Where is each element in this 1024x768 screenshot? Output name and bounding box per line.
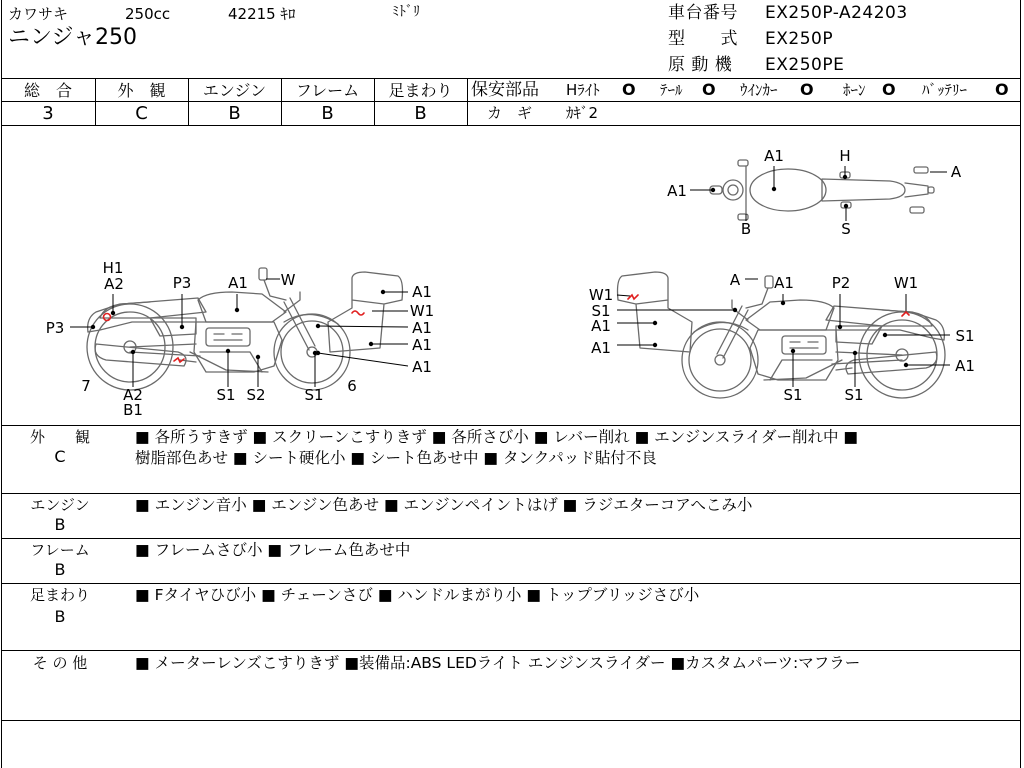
grade-suspension <box>374 79 467 125</box>
grade-exterior-label: 外 観 <box>117 81 166 100</box>
comment-line: ■ Fタイヤひび小 ■ チェーンさび ■ ハンドルまがり小 ■ トップブリッジさび小 <box>135 586 700 604</box>
model-type: EX250P <box>765 29 834 49</box>
top-view-motorcycle-drawing <box>710 160 934 220</box>
grade-engine-value: B <box>228 103 241 124</box>
grade-total-value: 3 <box>42 103 54 124</box>
damage-diagram <box>0 126 1020 424</box>
left-view-motorcycle-drawing <box>87 268 350 390</box>
key-count: ｶｷﾞ2 <box>566 104 599 122</box>
safety-mark-horn: O <box>882 80 896 99</box>
safety-mark-taillight: O <box>702 80 716 99</box>
damage-label: S1 <box>783 386 803 404</box>
comment-line: ■ フレームさび小 ■ フレーム色あせ中 <box>135 541 411 559</box>
damage-label: A1 <box>412 358 432 376</box>
damage-label: A <box>950 163 962 181</box>
safety-item-turn-signal: ｳｲﾝｶｰ <box>740 81 778 99</box>
damage-label: W1 <box>893 274 919 292</box>
grade-exterior <box>95 79 188 125</box>
safety-mark-headlight: O <box>622 80 636 99</box>
right-view-cowl-drawing <box>618 272 693 352</box>
damage-label: A <box>729 271 741 289</box>
divider-line <box>1 650 1021 651</box>
comment-section-engine-label: エンジン <box>30 496 90 514</box>
comment-section-frame-label: フレーム <box>30 541 90 559</box>
displacement: 250cc <box>125 5 171 23</box>
damage-label: A1 <box>412 336 432 354</box>
comment-section-exterior-grade: C <box>54 447 66 466</box>
damage-label: A2 <box>123 386 143 404</box>
divider-line <box>1 493 1021 494</box>
damage-label: A1 <box>764 147 784 165</box>
comment-section-exterior-label: 外 観 <box>29 428 90 446</box>
comment-line: 樹脂部色あせ ■ シート硬化小 ■ シート色あせ中 ■ タンクパッド貼付不良 <box>135 449 657 467</box>
damage-label: A1 <box>667 182 687 200</box>
damage-label: S1 <box>844 386 864 404</box>
damage-label: S1 <box>304 386 324 404</box>
grade-engine <box>188 79 281 125</box>
maker-name: カワサキ <box>8 5 69 23</box>
comment-section-suspension-label: 足まわり <box>29 586 90 604</box>
divider-line <box>1 425 1021 426</box>
comment-line: ■ エンジン音小 ■ エンジン色あせ ■ エンジンペイントはげ ■ ラジエターコアへこみ小 <box>135 496 753 514</box>
grade-frame-value: B <box>321 103 334 124</box>
safety-item-taillight: ﾃｰﾙ <box>660 81 683 99</box>
damage-label: P3 <box>172 274 192 292</box>
safety-item-headlight: Hﾗｲﾄ <box>566 81 600 99</box>
grade-column-divider <box>281 78 282 125</box>
grade-frame <box>281 79 374 125</box>
damage-label: A1 <box>228 274 248 292</box>
safety-mark-turn-signal: O <box>800 80 814 99</box>
damage-label: H <box>839 147 851 165</box>
damage-label: A1 <box>774 274 794 292</box>
damage-label: A1 <box>591 317 611 335</box>
damage-label: A1 <box>412 319 432 337</box>
divider-line <box>1 583 1021 584</box>
chassis-number: EX250P-A24203 <box>765 3 908 23</box>
grade-engine-label: エンジン <box>202 81 267 100</box>
divider-line <box>1 538 1021 539</box>
grade-column-divider <box>188 78 189 125</box>
left-view-cowl-drawing <box>328 272 403 352</box>
damage-label: A2 <box>104 275 124 293</box>
grade-frame-label: フレーム <box>295 81 360 100</box>
damage-label: S2 <box>246 386 266 404</box>
damage-label: P2 <box>831 274 851 292</box>
damage-label: 6 <box>347 377 357 395</box>
mileage: 42215 ｷﾛ <box>228 5 296 23</box>
safety-item-battery: ﾊﾞｯﾃﾘｰ <box>922 81 968 99</box>
comment-section-frame-grade: B <box>54 560 66 579</box>
model-type-label: 型 式 <box>668 29 738 49</box>
engine-model-label: 原 動 機 <box>668 55 733 75</box>
comment-line: ■ メーターレンズこすりきず ■装備品:ABS LEDライト エンジンスライダー ■カスタムパーツ:マフラー <box>135 654 861 672</box>
damage-label: W <box>280 271 296 289</box>
damage-label: W1 <box>409 302 435 320</box>
chassis-number-label: 車台番号 <box>668 3 738 23</box>
safety-parts-label: 保安部品 <box>471 80 539 100</box>
damage-label: S1 <box>591 302 611 320</box>
key-label: カ ギ <box>487 104 533 122</box>
safety-item-horn: ﾎｰﾝ <box>843 81 866 99</box>
damage-label: B1 <box>123 401 143 419</box>
damage-label: S1 <box>955 327 975 345</box>
body-color: ﾐﾄﾞﾘ <box>392 4 420 20</box>
damage-label: H1 <box>102 259 124 277</box>
damage-label: A1 <box>591 339 611 357</box>
damage-label: 7 <box>81 377 91 395</box>
grade-column-divider <box>374 78 375 125</box>
damage-label: W1 <box>588 286 614 304</box>
grade-suspension-value: B <box>414 103 427 124</box>
damage-label: B <box>740 220 752 238</box>
damage-label: S <box>841 220 851 238</box>
comment-line: ■ 各所うすきず ■ スクリーンこすりきず ■ 各所さび小 ■ レバー削れ ■ エンジンスライダー削れ中 ■ <box>135 428 859 446</box>
grade-exterior-value: C <box>135 103 148 124</box>
damage-label: S1 <box>216 386 236 404</box>
engine-model: EX250PE <box>765 55 845 75</box>
grade-total-label: 総 合 <box>23 81 72 100</box>
model-name: ニンジャ250 <box>8 25 138 50</box>
grade-column-divider <box>95 78 96 125</box>
grade-column-divider <box>467 78 468 125</box>
damage-label: A1 <box>955 357 975 375</box>
comment-section-engine-grade: B <box>54 515 66 534</box>
safety-mark-battery: O <box>995 80 1009 99</box>
divider-line <box>1 720 1021 721</box>
damage-label: P3 <box>45 319 65 337</box>
grade-suspension-label: 足まわり <box>388 81 453 100</box>
comment-section-suspension-grade: B <box>54 607 66 626</box>
grade-total <box>1 79 95 125</box>
sheet-border-right <box>1020 0 1021 768</box>
damage-points <box>91 175 908 367</box>
damage-label: A1 <box>412 283 432 301</box>
comment-section-other-label: そ の 他 <box>32 654 88 672</box>
